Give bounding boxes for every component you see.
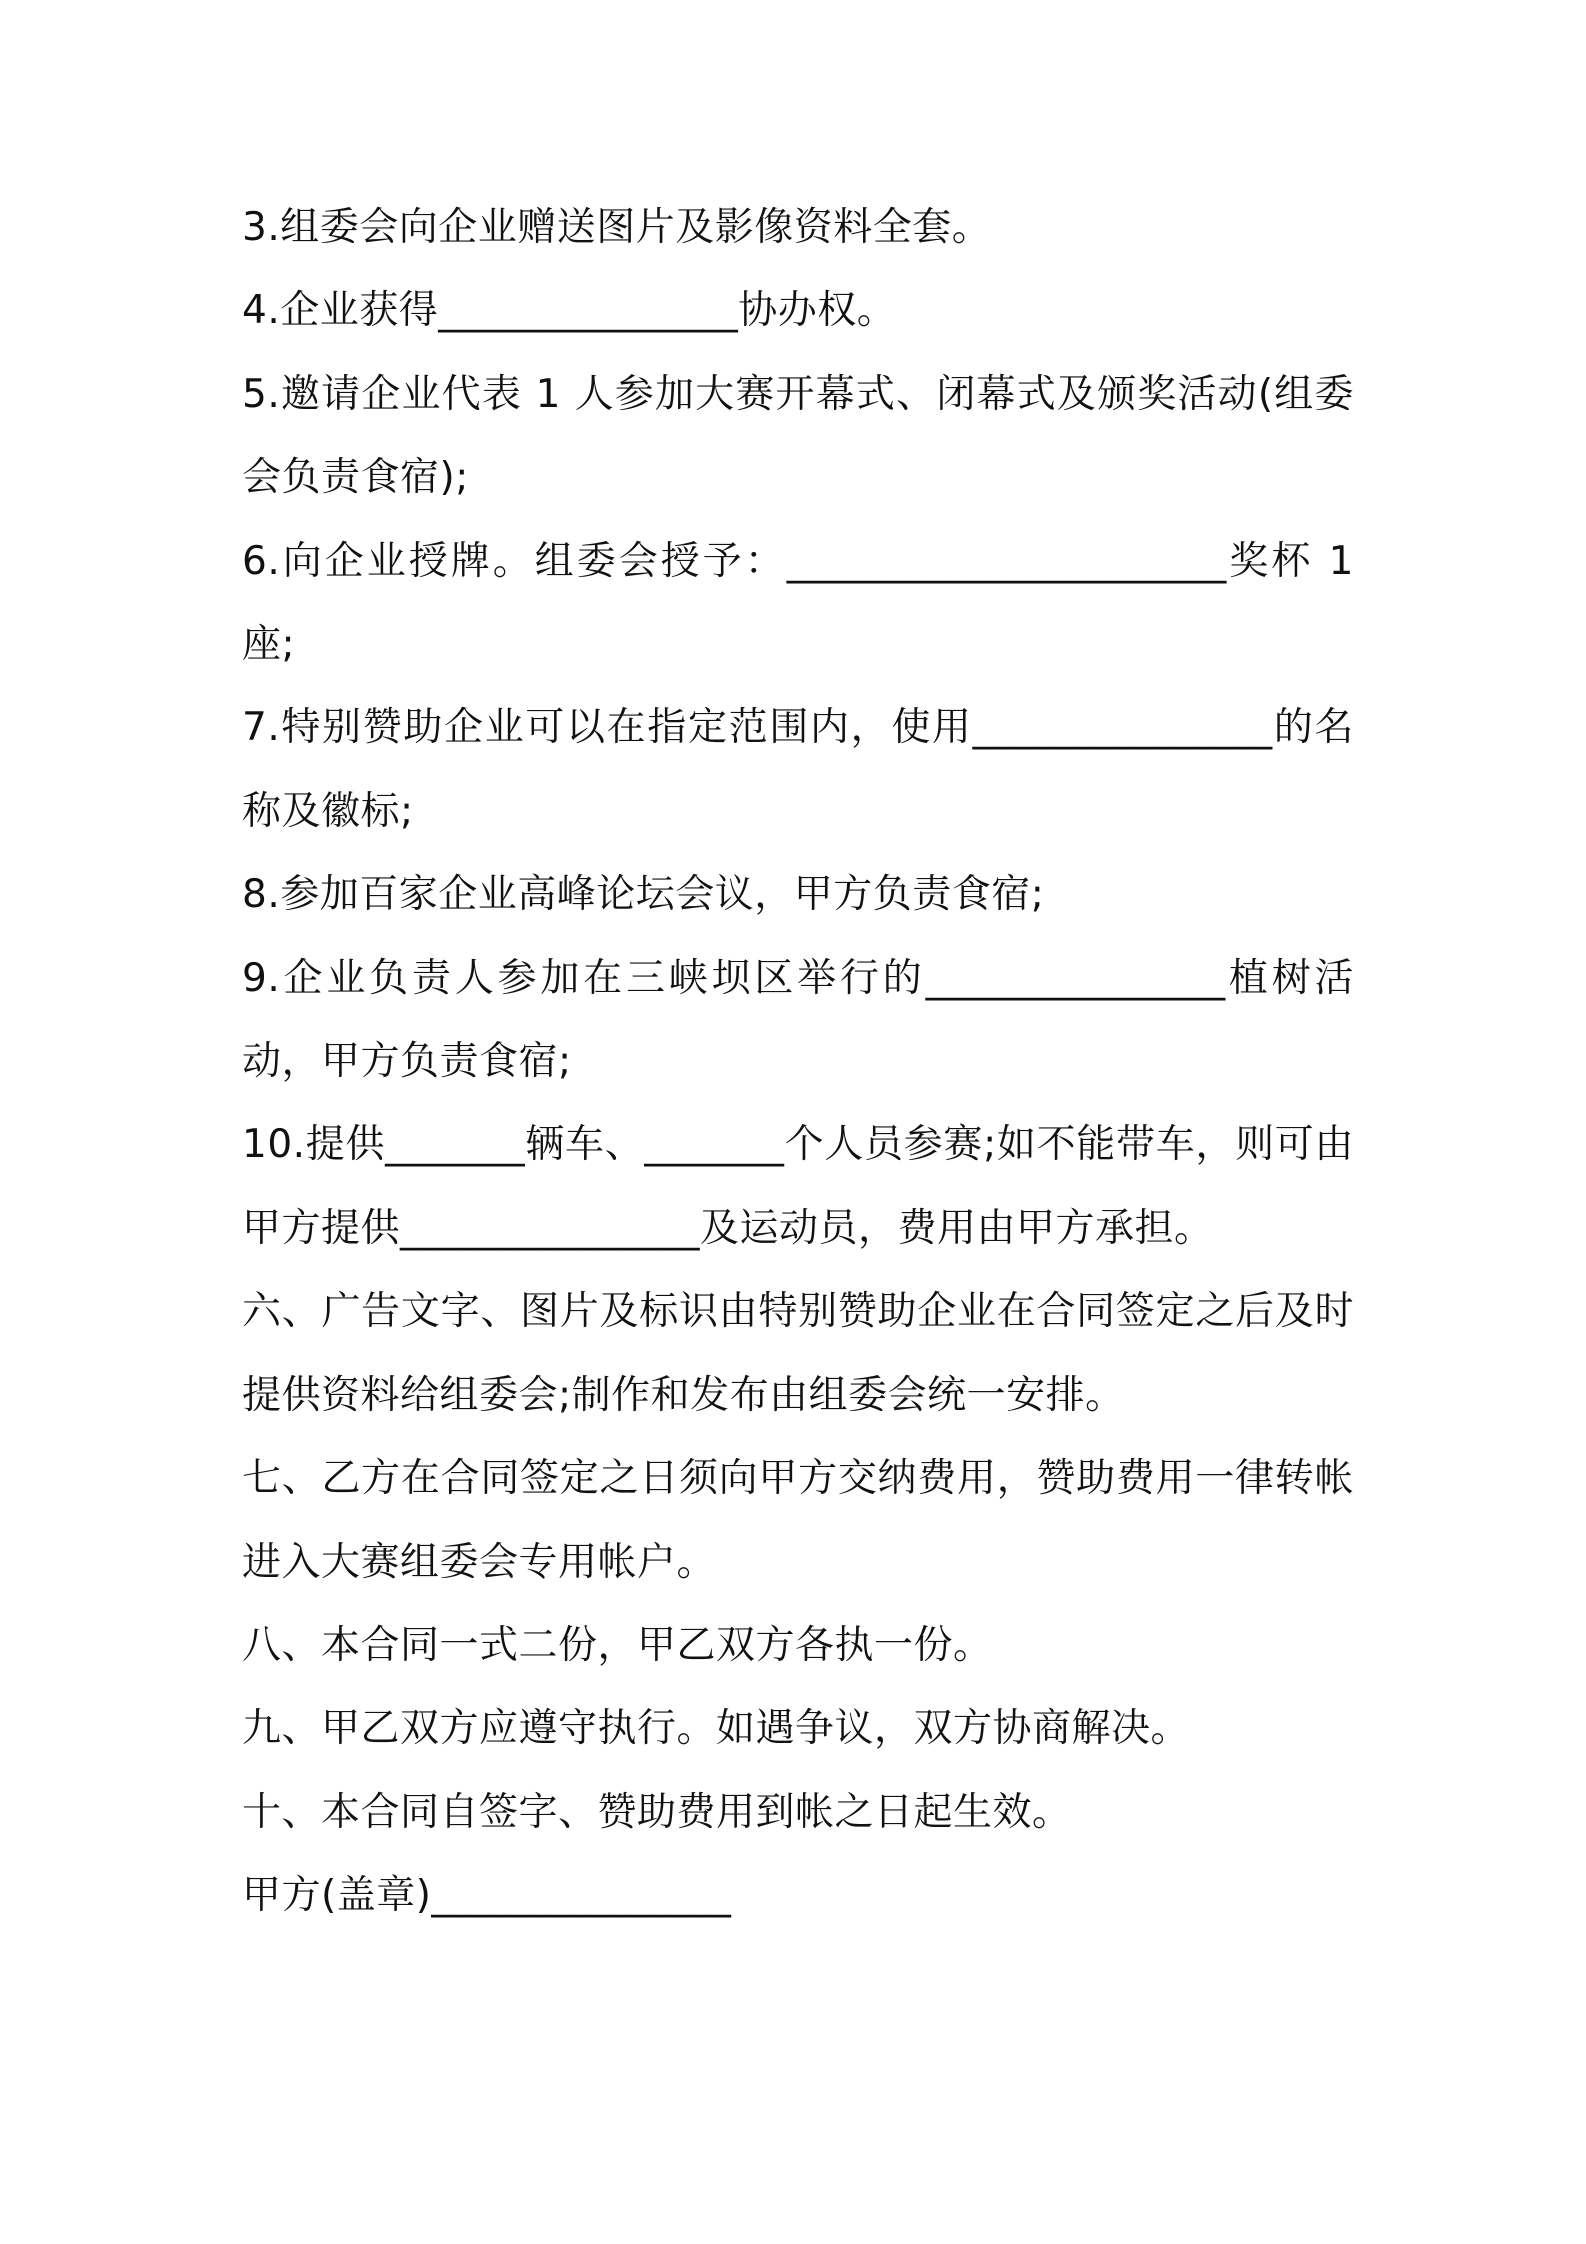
clause-5-invite-representative: 5.邀请企业代表 1 人参加大赛开幕式、闭幕式及颁奖活动(组委会负责食宿); (242, 371, 1354, 501)
clause-8-forum: 8.参加百家企业高峰论坛会议，甲方负责食宿; (242, 872, 1045, 918)
article-6-advertising: 六、广告文字、图片及标识由特别赞助企业在合同签定之后及时提供资料给组委会;制作和发布由组委会统一安排。 (242, 1289, 1354, 1418)
article-9-disputes: 九、甲乙双方应遵守执行。如遇争议，双方协商解决。 (242, 1706, 1191, 1752)
document-body (242, 186, 1354, 1938)
article-7-payment: 七、乙方在合同签定之日须向甲方交纳费用，赞助费用一律转帐进入大赛组委会专用帐户。 (242, 1456, 1354, 1585)
article-8-copies: 八、本合同一式二份，甲乙双方各执一份。 (242, 1622, 993, 1668)
clause-4-co-organizer-right: 4.企业获得_______________协办权。 (242, 288, 897, 334)
clause-6-award-plaque: 6.向企业授牌。组委会授予：______________________奖杯 1 座; (242, 538, 1354, 668)
clause-7-name-and-logo: 7.特别赞助企业可以在指定范围内，使用_______________的名称及徽标; (242, 705, 1354, 834)
clause-3-photo-video: 3.组委会向企业赠送图片及影像资料全套。 (242, 205, 992, 250)
clause-10-vehicles-and-staff: 10.提供_______辆车、_______个人员参赛;如不能带车，则可由甲方提供_______________及运动员，费用由甲方承担。 (242, 1122, 1354, 1251)
article-10-effective-date: 十、本合同自签字、赞助费用到帐之日起生效。 (242, 1789, 1072, 1835)
clause-9-tree-planting: 9.企业负责人参加在三峡坝区举行的_______________植树活动，甲方负责食宿; (242, 955, 1354, 1085)
party-a-seal-line: 甲方(盖章)_______________ (242, 1873, 732, 1919)
